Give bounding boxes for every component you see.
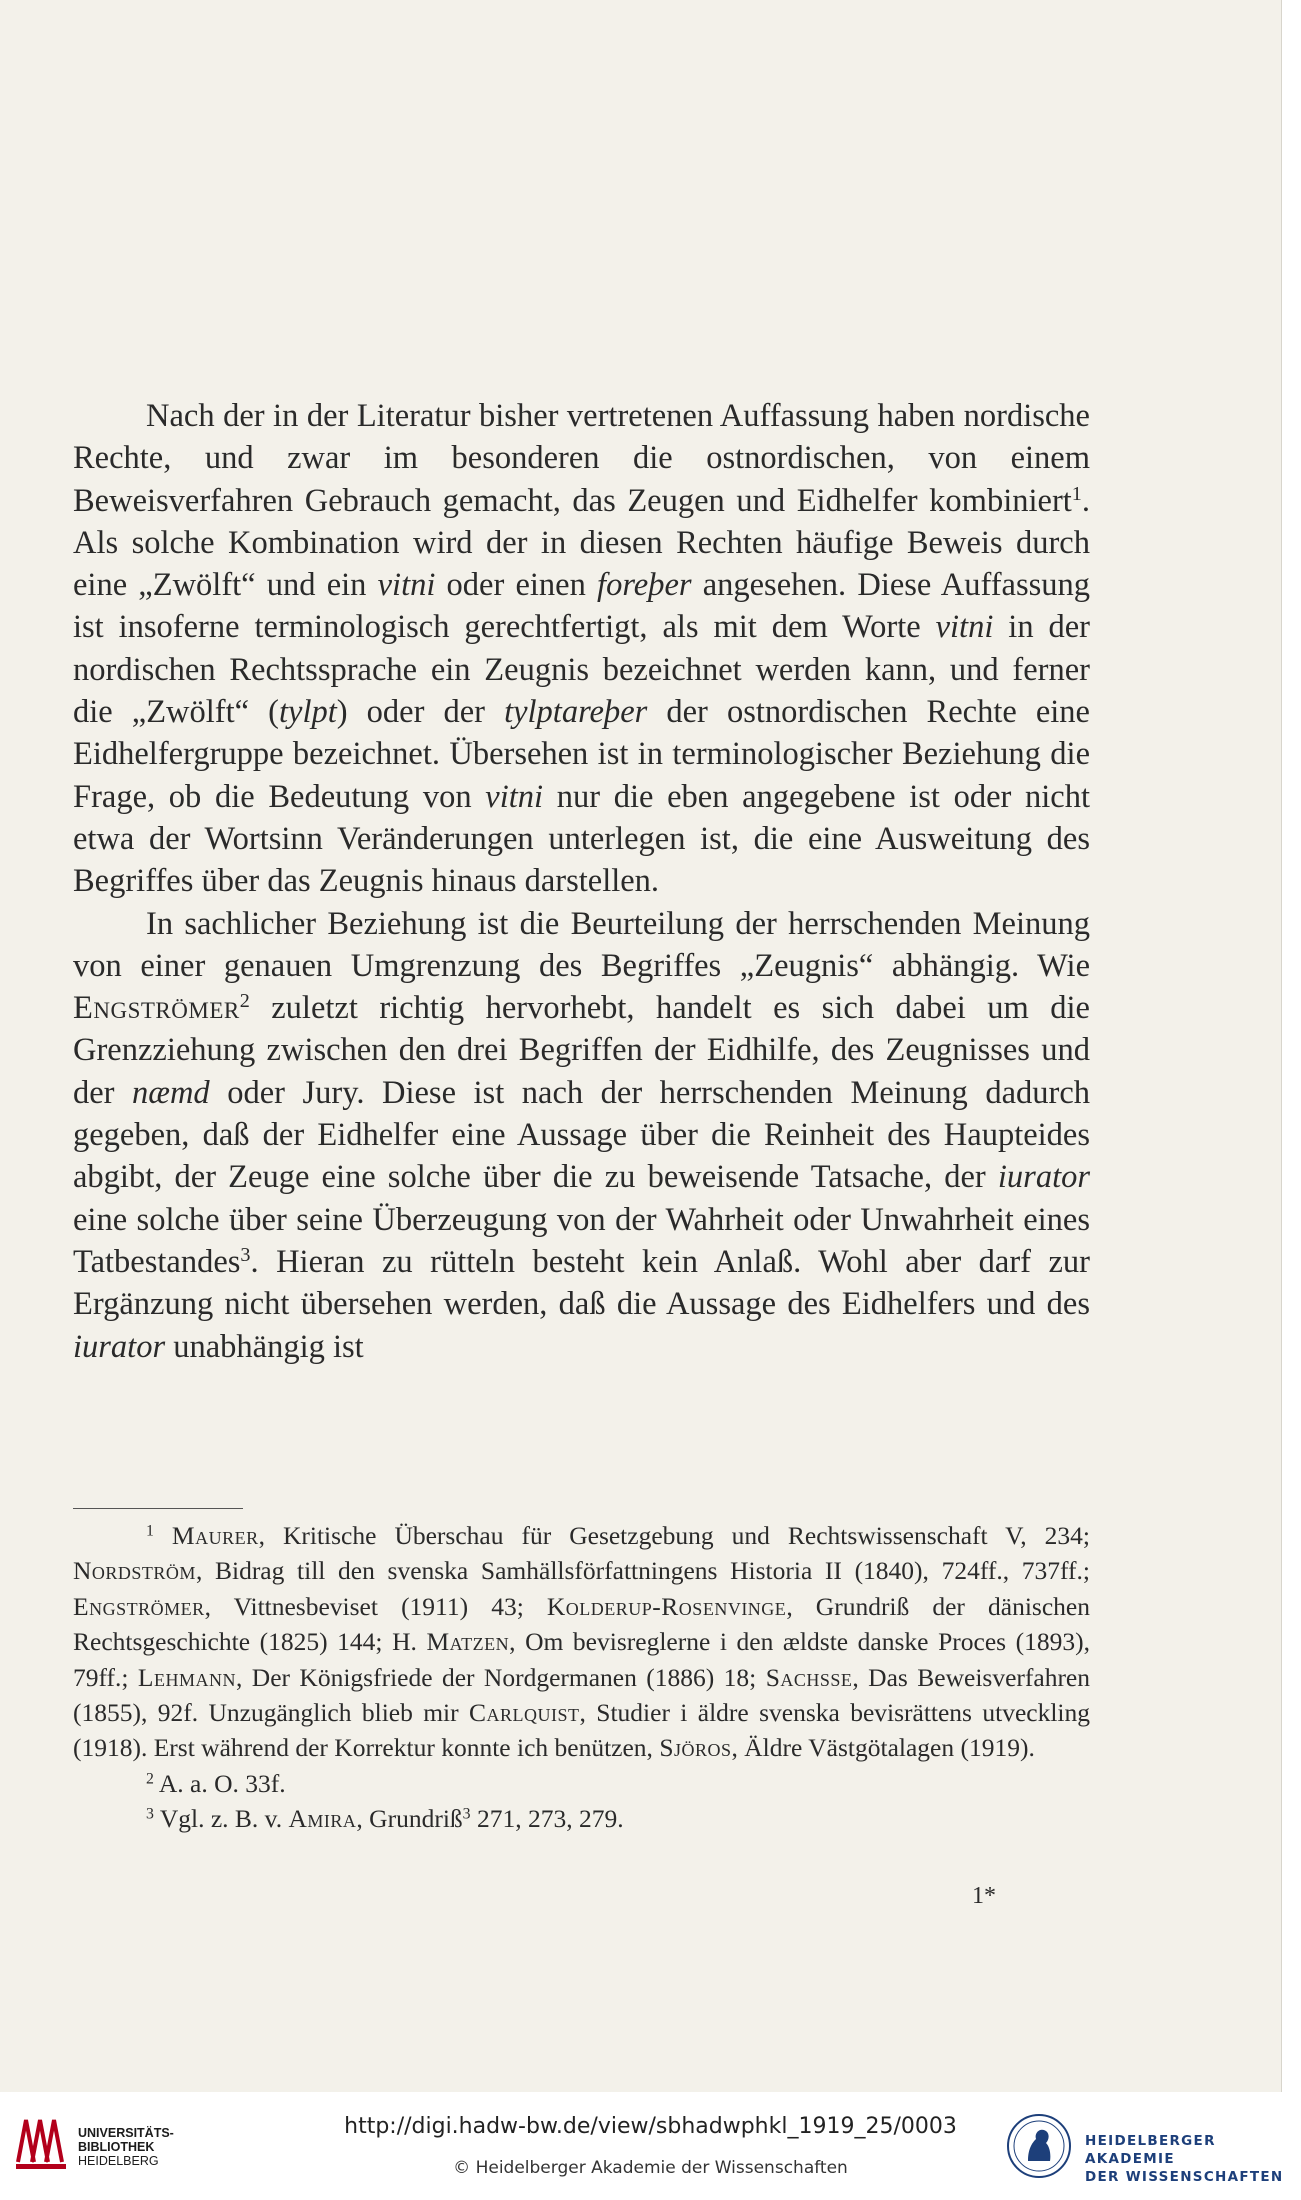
library-name-line: HEIDELBERG [78, 2154, 159, 2168]
term-vitni: vitni [377, 567, 436, 604]
text-run: 271, 273, 279. [470, 1804, 624, 1834]
text-run: nur die eben angegebene ist oder nicht etwa der Wortsinn Veränderungen unterlegen ist, die eine Ausweitung des Begriffes über das Zeugnis hinaus darstellen. [73, 778, 1090, 900]
term-vitni: vitni [485, 778, 544, 815]
academy-seal-icon[interactable] [1006, 2113, 1072, 2179]
footnote-2 [73, 1766, 1090, 1801]
text-run: , Das Beweisverfahren (1855), 92f. Unzugänglich blieb mir [73, 1662, 1091, 1728]
term-iurator: iurator [997, 1159, 1090, 1196]
footnote-1 [73, 1518, 1090, 1766]
text-run: . Als solche Kombination wird der in diesen Rechten häufige Beweis durch eine „Zwölft“ und ein [73, 482, 1090, 604]
author-name: Maurer [171, 1521, 259, 1550]
paragraph-1 [73, 395, 1090, 903]
footnote-ref-2[interactable]: 2 [239, 990, 250, 1013]
term-vitni: vitni [935, 609, 994, 646]
text-run: oder Jury. Diese ist nach der herrschenden Meinung dadurch gegeben, daß der Eidhelfer eine Aussage über die Reinheit des Haupteides abgibt, der Zeuge eine solche über die zu beweisende Tatsache, der [73, 1074, 1090, 1196]
academy-name [1085, 2132, 1301, 2186]
text-run: , Bidrag till den svenska Samhällsförfattningens Historia II (1840), 724ff., 737ff.; [195, 1556, 1090, 1586]
author-name: Nordström [73, 1556, 196, 1586]
text-run: eine solche über seine Überzeugung von der Wahrheit oder Unwahrheit eines Tatbestandes [73, 1201, 1090, 1280]
footnotes [73, 1518, 1090, 1837]
footnote-divider [73, 1508, 243, 1509]
text-run: in der nordischen Rechtssprache ein Zeugnis bezeichnet werden kann, und ferner die „Zwölft“ ( [73, 609, 1090, 731]
library-name-line: UNIVERSITÄTS- [78, 2126, 174, 2140]
text-run: der ostnordischen Rechte eine Eidhelfergruppe bezeichnet. Übersehen ist in terminologischer Beziehung die Frage, ob die Bedeutung von [73, 694, 1090, 815]
footnote-mark: 3 [146, 1805, 154, 1823]
body-text [73, 395, 1090, 1368]
author-name: Kolderup-Rosenvinge [546, 1591, 787, 1621]
term-iurator: iurator [73, 1328, 166, 1365]
footnote-text: A. a. O. 33f. [158, 1768, 286, 1798]
footnote-mark: 1 [146, 1522, 154, 1540]
author-name: Carlquist [469, 1698, 580, 1728]
term-foreper: foreþer [597, 567, 692, 604]
text-run: , Der Königsfriede der Nordgermanen (1886) 18; [235, 1662, 766, 1692]
text-run: , Grundriß [356, 1804, 463, 1834]
term-tylpt: tylpt [279, 694, 337, 731]
author-name: Engströmer [73, 1591, 205, 1621]
footnote-mark: 2 [146, 1770, 154, 1788]
text-run: Vgl. z. B. v. [159, 1804, 289, 1834]
text-run: , Grundriß der dänischen Rechtsgeschichte (1825) 144; H. [73, 1591, 1090, 1657]
viewer-footer [0, 2092, 1301, 2200]
term-naemd: næmd [132, 1074, 210, 1111]
text-run: Nach der in der Literatur bisher vertretenen Auffassung haben nordische Rechte, und zwar im besonderen die ostnordischen, von einem Beweisverfahren Gebrauch gemacht, das Zeugen und Eidhelfer kombiniert [73, 398, 1090, 519]
author-name: Engströmer [73, 990, 240, 1027]
academy-name-line: DER WISSENSCHAFTEN [1085, 2169, 1284, 2185]
text-run: , Äldre Västgötalagen (1919). [731, 1733, 1035, 1763]
page-number: 1* [972, 1883, 996, 1909]
text-run: , Kritische Überschau für Gesetzgebung und Rechtswissenschaft V, 234; [258, 1521, 1090, 1550]
text-run: zuletzt richtig hervorhebt, handelt es sich dabei um die Grenzziehung zwischen den drei Begriffen der Eidhilfe, des Zeugnisses und der [73, 990, 1090, 1111]
document-url-link[interactable]: http://digi.hadw-bw.de/view/sbhadwphkl_1919_25/0003 [344, 2114, 957, 2139]
author-name: Lehmann [137, 1662, 236, 1692]
text-run: In sachlicher Beziehung ist die Beurteilung der herrschenden Meinung von einer genauen Umgrenzung des Begriffes „Zeugnis“ abhängig. Wie [73, 905, 1090, 984]
edition-mark: 3 [462, 1805, 471, 1823]
author-name: Amira [288, 1804, 357, 1834]
paragraph-2 [73, 903, 1090, 1368]
text-run: . Hieran zu rütteln besteht kein Anlaß. Wohl aber darf zur Ergänzung nicht übersehen werden, daß die Aussage des Eidhelfers und des [73, 1243, 1090, 1323]
text-run: ) oder der [336, 694, 505, 731]
footnote-ref-3[interactable]: 3 [240, 1243, 251, 1266]
text-run: , Studier i äldre svenska bevisrättens utveckling (1918). Erst während der Korrektur konnte ich benützen, [73, 1698, 1090, 1763]
term-tylptareper: tylptareþer [504, 694, 648, 731]
footnote-3 [73, 1801, 1090, 1836]
author-name: Sachsse [765, 1662, 853, 1692]
text-run: oder einen [435, 567, 598, 604]
academy-name-line: HEIDELBERGER AKADEMIE [1085, 2133, 1216, 2167]
text-run: , Om bevisreglerne i den ældste danske Proces (1893), 79ff.; [73, 1627, 1090, 1692]
text-run: , Vittnesbeviset (1911) 43; [204, 1591, 547, 1621]
text-run: angesehen. Diese Auffassung ist insoferne terminologisch gerechtfertigt, als mit dem Worte [73, 567, 1090, 646]
author-name: Matzen [426, 1627, 510, 1657]
footnote-ref-1[interactable]: 1 [1071, 482, 1082, 505]
library-name-line: BIBLIOTHEK [78, 2140, 155, 2154]
text-run: unabhängig ist [165, 1328, 364, 1365]
copyright-notice: © Heidelberger Akademie der Wissenschaften [453, 2158, 848, 2178]
author-name: Sjöros [659, 1733, 732, 1763]
